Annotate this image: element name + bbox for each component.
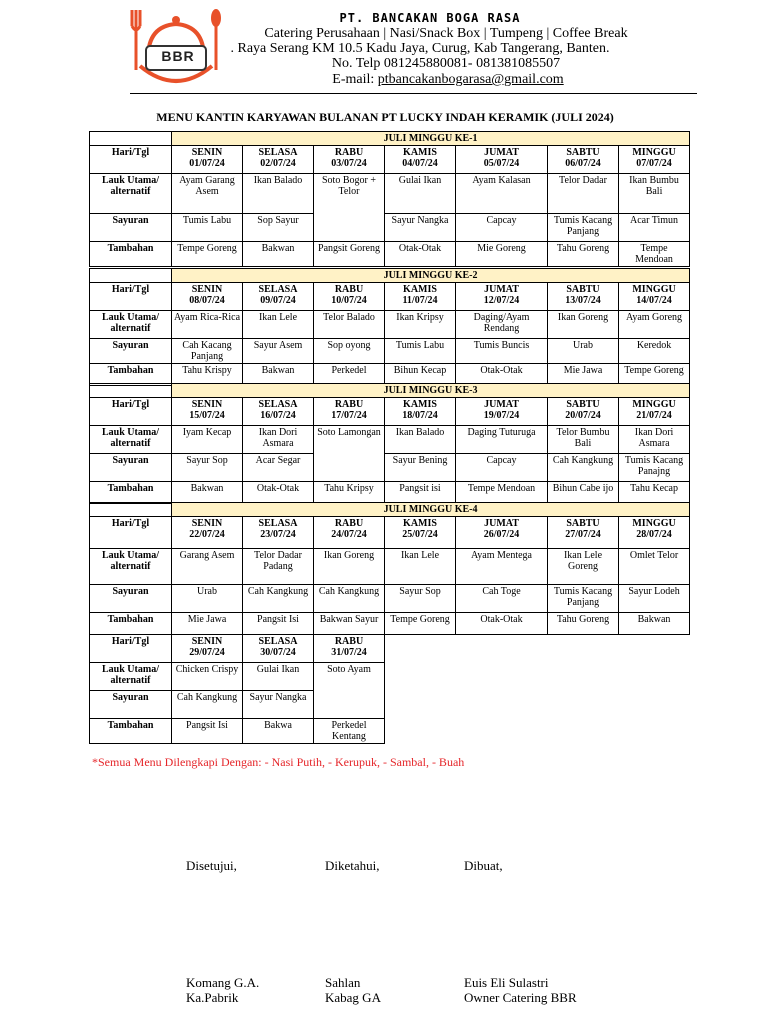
menu-cell: Soto Lamongan	[314, 426, 385, 482]
day-header: JUMAT 19/07/24	[456, 398, 548, 426]
menu-cell: Tahu Goreng	[548, 242, 619, 267]
menu-cell: Chicken Crispy	[172, 663, 243, 691]
row-label-lauk: Lauk Utama/ alternatif	[90, 663, 172, 691]
menu-cell: Capcay	[456, 214, 548, 242]
sig-role-prepared: Dibuat,	[464, 858, 503, 873]
row-label-lauk: Lauk Utama/ alternatif	[90, 174, 172, 214]
menu-cell: Ayam Mentega	[456, 549, 548, 585]
logo-text: BBR	[161, 48, 195, 64]
menu-table-week-3	[89, 383, 690, 504]
menu-cell: Ayam Kalasan	[456, 174, 548, 214]
row-label-lauk: Lauk Utama/ alternatif	[90, 426, 172, 454]
day-header: MINGGU 07/07/24	[619, 146, 690, 174]
menu-cell: Sayur Nangka	[385, 214, 456, 242]
menu-cell: Tempe Mendoan	[619, 242, 690, 267]
row-label-hari: Hari/Tgl	[90, 635, 172, 663]
menu-cell: Acar Segar	[243, 454, 314, 482]
row-label-tambahan: Tambahan	[90, 482, 172, 504]
day-header: RABU 10/07/24	[314, 283, 385, 311]
day-header: SENIN 22/07/24	[172, 517, 243, 549]
day-header: JUMAT 12/07/24	[456, 283, 548, 311]
menu-cell: Cah Kangkung	[548, 454, 619, 482]
sig-name-approved: Komang G.A.	[186, 975, 260, 990]
menu-cell: Tempe Goreng	[385, 613, 456, 635]
day-header: MINGGU 21/07/24	[619, 398, 690, 426]
row-label-tambahan: Tambahan	[90, 613, 172, 635]
day-header: MINGGU 28/07/24	[619, 517, 690, 549]
row-label-tambahan: Tambahan	[90, 364, 172, 386]
menu-cell: Tahu Goreng	[548, 613, 619, 635]
menu-cell: Tahu Krispy	[172, 364, 243, 386]
menu-cell: Tumis Labu	[385, 339, 456, 364]
menu-cell: Ikan Lele	[385, 549, 456, 585]
row-label-hari: Hari/Tgl	[90, 146, 172, 174]
row-label-sayuran: Sayuran	[90, 585, 172, 613]
email-line	[330, 72, 566, 88]
day-header: SENIN 15/07/24	[172, 398, 243, 426]
row-label-lauk: Lauk Utama/ alternatif	[90, 311, 172, 339]
day-header: KAMIS 18/07/24	[385, 398, 456, 426]
row-label-sayuran: Sayuran	[90, 214, 172, 242]
week-title: JULI MINGGU KE-3	[172, 384, 690, 398]
menu-cell: Ikan Lele Goreng	[548, 549, 619, 585]
menu-table-week-2	[89, 268, 690, 386]
menu-table-week-1	[89, 131, 690, 267]
menu-cell: Sop Sayur	[243, 214, 314, 242]
menu-cell: Ikan Goreng	[314, 549, 385, 585]
day-header: RABU 03/07/24	[314, 146, 385, 174]
day-header: MINGGU 14/07/24	[619, 283, 690, 311]
email-link[interactable]: ptbancakanbogarasa@gmail.com	[377, 72, 564, 87]
menu-cell: Sayur Sop	[385, 585, 456, 613]
sig-title-acknowledged: Kabag GA	[325, 990, 381, 1005]
menu-cell: Cah Kangkung	[243, 585, 314, 613]
row-label-hari: Hari/Tgl	[90, 283, 172, 311]
day-header: SELASA 02/07/24	[243, 146, 314, 174]
week-title: JULI MINGGU KE-2	[172, 269, 690, 283]
day-header: SABTU 27/07/24	[548, 517, 619, 549]
menu-cell: Pangsit Isi	[172, 719, 243, 744]
menu-cell: Tempe Goreng	[619, 364, 690, 386]
menu-cell: Mie Jawa	[172, 613, 243, 635]
row-label-sayuran: Sayuran	[90, 339, 172, 364]
day-header: SENIN 29/07/24	[172, 635, 243, 663]
menu-cell: Bakwan Sayur	[314, 613, 385, 635]
menu-table-week-4	[89, 502, 690, 635]
menu-cell: Keredok	[619, 339, 690, 364]
menu-cell: Gulai Ikan	[243, 663, 314, 691]
day-header: RABU 24/07/24	[314, 517, 385, 549]
day-header: SELASA 23/07/24	[243, 517, 314, 549]
menu-cell: Ayam Goreng	[619, 311, 690, 339]
menu-cell: Sayur Nangka	[243, 691, 314, 719]
menu-cell: Tahu Kecap	[619, 482, 690, 504]
menu-cell: Bakwan	[243, 364, 314, 386]
row-label-tambahan: Tambahan	[90, 719, 172, 744]
menu-cell: Urab	[548, 339, 619, 364]
menu-cell: Ikan Balado	[243, 174, 314, 214]
menu-cell: Otak-Otak	[456, 364, 548, 386]
blank-cell	[90, 269, 172, 283]
menu-cell: Pangsit Isi	[243, 613, 314, 635]
day-header: JUMAT 05/07/24	[456, 146, 548, 174]
menu-cell: Sayur Bening	[385, 454, 456, 482]
row-label-tambahan: Tambahan	[90, 242, 172, 267]
menu-cell: Cah Kacang Panjang	[172, 339, 243, 364]
header-divider	[130, 93, 697, 94]
sig-name-acknowledged: Sahlan	[325, 975, 361, 990]
services-line: Catering Perusahaan | Nasi/Snack Box | Tumpeng | Coffee Break	[264, 26, 628, 41]
menu-cell: Ikan Kripsy	[385, 311, 456, 339]
sig-name-prepared: Euis Eli Sulastri	[464, 975, 549, 990]
menu-cell: Sayur Sop	[172, 454, 243, 482]
week-title: JULI MINGGU KE-1	[172, 132, 690, 146]
menu-cell: Tempe Goreng	[172, 242, 243, 267]
menu-cell: Bakwan	[619, 613, 690, 635]
menu-cell: Soto Ayam	[314, 663, 385, 719]
menu-cell: Ayam Garang Asem	[172, 174, 243, 214]
blank-cell	[90, 503, 172, 517]
day-header: RABU 31/07/24	[314, 635, 385, 663]
blank-cell	[90, 132, 172, 146]
day-header: SELASA 16/07/24	[243, 398, 314, 426]
menu-cell: Ayam Rica-Rica	[172, 311, 243, 339]
menu-cell: Ikan Dori Asmara	[243, 426, 314, 454]
menu-cell: Mie Goreng	[456, 242, 548, 267]
menu-cell: Gulai Ikan	[385, 174, 456, 214]
day-header: SELASA 09/07/24	[243, 283, 314, 311]
menu-cell: Cah Kangkung	[314, 585, 385, 613]
email-label: E-mail:	[332, 72, 378, 87]
menu-cell: Tumis Labu	[172, 214, 243, 242]
phone-line: No. Telp 081245880081- 081381085507	[331, 56, 561, 71]
menu-cell: Bakwa	[243, 719, 314, 744]
day-header: SENIN 08/07/24	[172, 283, 243, 311]
menu-cell: Ikan Lele	[243, 311, 314, 339]
menu-cell: Otak-Otak	[456, 613, 548, 635]
menu-cell: Bihun Cabe ijo	[548, 482, 619, 504]
menu-cell: Capcay	[456, 454, 548, 482]
menu-cell: Mie Jawa	[548, 364, 619, 386]
menu-cell: Perkedel Kentang	[314, 719, 385, 744]
menu-cell: Tahu Kripsy	[314, 482, 385, 504]
menu-cell: Bihun Kecap	[385, 364, 456, 386]
menu-cell: Sayur Lodeh	[619, 585, 690, 613]
menu-cell: Otak-Otak	[243, 482, 314, 504]
row-label-sayuran: Sayuran	[90, 454, 172, 482]
menu-cell: Acar Timun	[619, 214, 690, 242]
day-header: KAMIS 11/07/24	[385, 283, 456, 311]
menu-cell: Cah Kangkung	[172, 691, 243, 719]
row-label-hari: Hari/Tgl	[90, 398, 172, 426]
document-title: MENU KANTIN KARYAWAN BULANAN PT LUCKY INDAH KERAMIK (JULI 2024)	[156, 110, 614, 124]
menu-cell: Ikan Balado	[385, 426, 456, 454]
address-line: . Raya Serang KM 10.5 Kadu Jaya, Curug, Kab Tangerang, Banten.	[230, 41, 610, 56]
week-title: JULI MINGGU KE-4	[172, 503, 690, 517]
menu-cell: Cah Toge	[456, 585, 548, 613]
menu-note: *Semua Menu Dilengkapi Dengan: - Nasi Putih, - Kerupuk, - Sambal, - Buah	[92, 755, 465, 769]
day-header: SABTU 13/07/24	[548, 283, 619, 311]
day-header: KAMIS 25/07/24	[385, 517, 456, 549]
menu-cell: Sop oyong	[314, 339, 385, 364]
menu-cell: Telor Dadar Padang	[243, 549, 314, 585]
menu-cell: Garang Asem	[172, 549, 243, 585]
menu-cell: Ikan Bumbu Bali	[619, 174, 690, 214]
day-header: SABTU 20/07/24	[548, 398, 619, 426]
menu-cell: Bakwan	[172, 482, 243, 504]
menu-cell: Otak-Otak	[385, 242, 456, 267]
menu-cell: Tumis Kacang Panjang	[548, 214, 619, 242]
menu-cell: Omlet Telor	[619, 549, 690, 585]
sig-title-approved: Ka.Pabrik	[186, 990, 239, 1005]
menu-cell: Perkedel	[314, 364, 385, 386]
menu-cell: Soto Bogor + Telor	[314, 174, 385, 242]
menu-cell: Urab	[172, 585, 243, 613]
blank-cell	[90, 384, 172, 398]
fork-icon	[132, 10, 140, 70]
sig-role-acknowledged: Diketahui,	[325, 858, 380, 873]
row-label-hari: Hari/Tgl	[90, 517, 172, 549]
sig-role-approved: Disetujui,	[186, 858, 237, 873]
menu-cell: Tumis Kacang Panajng	[619, 454, 690, 482]
menu-cell: Ikan Dori Asmara	[619, 426, 690, 454]
day-header: SABTU 06/07/24	[548, 146, 619, 174]
menu-cell: Bakwan	[243, 242, 314, 267]
menu-cell: Iyam Kecap	[172, 426, 243, 454]
menu-cell: Pangsit Goreng	[314, 242, 385, 267]
menu-table-week-5	[89, 634, 385, 744]
spoon-icon	[211, 9, 221, 27]
menu-cell: Daging Tuturuga	[456, 426, 548, 454]
menu-cell: Ikan Goreng	[548, 311, 619, 339]
menu-cell: Tumis Buncis	[456, 339, 548, 364]
menu-cell: Tempe Mendoan	[456, 482, 548, 504]
menu-cell: Telor Bumbu Bali	[548, 426, 619, 454]
menu-cell: Telor Dadar	[548, 174, 619, 214]
company-name: PT. BANCAKAN BOGA RASA	[339, 11, 521, 25]
day-header: SELASA 30/07/24	[243, 635, 314, 663]
day-header: SENIN 01/07/24	[172, 146, 243, 174]
day-header: JUMAT 26/07/24	[456, 517, 548, 549]
menu-cell: Tumis Kacang Panjang	[548, 585, 619, 613]
row-label-lauk: Lauk Utama/ alternatif	[90, 549, 172, 585]
menu-cell: Telor Balado	[314, 311, 385, 339]
menu-cell: Pangsit isi	[385, 482, 456, 504]
menu-cell: Sayur Asem	[243, 339, 314, 364]
day-header: RABU 17/07/24	[314, 398, 385, 426]
day-header: KAMIS 04/07/24	[385, 146, 456, 174]
menu-cell: Daging/Ayam Rendang	[456, 311, 548, 339]
row-label-sayuran: Sayuran	[90, 691, 172, 719]
sig-title-prepared: Owner Catering BBR	[464, 990, 577, 1005]
